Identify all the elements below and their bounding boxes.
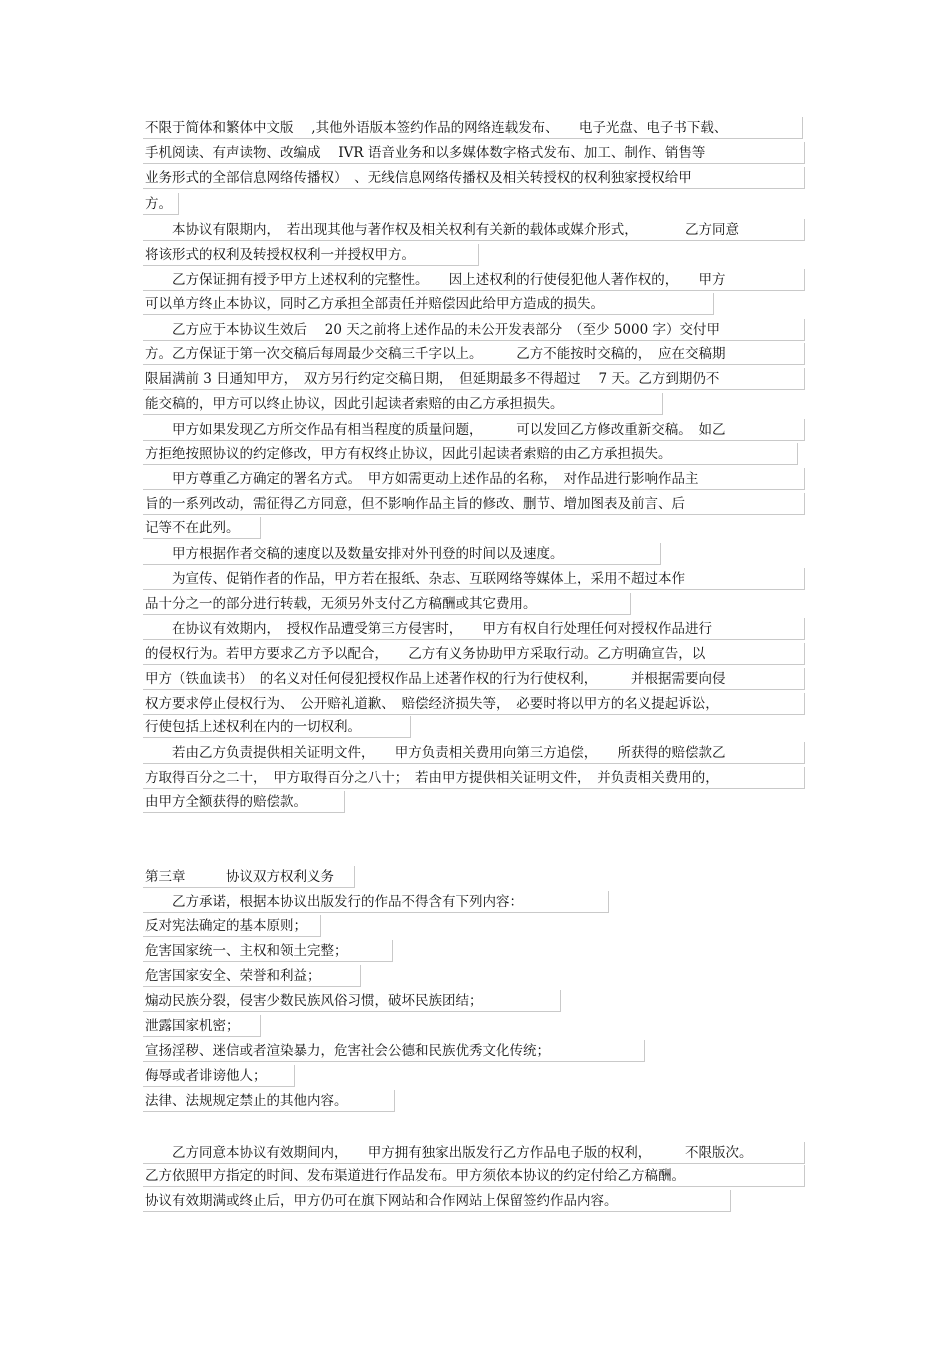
text-line: 甲方如果发现乙方所交作品有相当程度的质量问题， 可以发回乙方修改重新交稿。 如乙 [143, 419, 805, 441]
list-item: 煽动民族分裂，侵害少数民族风俗习惯，破坏民族团结； [143, 990, 561, 1012]
text-line: 乙方应于本协议生效后 20 天之前将上述作品的未公开发表部分 （至少 5000 字）交付甲 [143, 319, 805, 341]
text-line: 业务形式的全部信息网络传播权） 、无线信息网络传播权及相关转授权的权利独家授权给甲 [143, 167, 805, 189]
text-line: 由甲方全额获得的赔偿款。 [143, 791, 345, 813]
text-line: 行使包括上述权利在内的一切权利。 [143, 716, 411, 738]
text-line: 手机阅读、有声读物、改编成 IVR 语音业务和以多媒体数字格式发布、加工、制作、销售等 [143, 142, 805, 164]
text-line: 甲方根据作者交稿的速度以及数量安排对外刊登的时间以及速度。 [143, 543, 661, 565]
text-line: 品十分之一的部分进行转载，无须另外支付乙方稿酬或其它费用。 [143, 593, 631, 615]
text-line: 为宣传、促销作者的作品，甲方若在报纸、杂志、互联网络等媒体上，采用不超过本作 [143, 568, 805, 590]
text-line: 的侵权行为。若甲方要求乙方予以配合， 乙方有义务协助甲方采取行动。乙方明确宣告，以 [143, 643, 805, 665]
text-line: 旨的一系列改动，需征得乙方同意，但不影响作品主旨的修改、删节、增加图表及前言、后 [143, 493, 805, 515]
text-line: 不限于简体和繁体中文版 ,其他外语版本签约作品的网络连载发布、 电子光盘、电子书下载、 [143, 117, 803, 139]
text-line: 将该形式的权利及转授权权利一并授权甲方。 [143, 244, 479, 266]
list-item: 宣扬淫秽、迷信或者渲染暴力，危害社会公德和民族优秀文化传统； [143, 1040, 645, 1062]
text-line: 乙方同意本协议有效期间内， 甲方拥有独家出版发行乙方作品电子版的权利， 不限版次。 [143, 1142, 805, 1164]
text-line: 乙方承诺，根据本协议出版发行的作品不得含有下列内容： [143, 891, 609, 913]
text-line: 若由乙方负责提供相关证明文件， 甲方负责相关费用向第三方追偿， 所获得的赔偿款乙 [143, 742, 805, 764]
text-line: 甲方尊重乙方确定的署名方式。 甲方如需更动上述作品的名称， 对作品进行影响作品主 [143, 468, 805, 490]
list-item: 危害国家统一、主权和领土完整； [143, 940, 393, 962]
text-line: 方。乙方保证于第一次交稿后每周最少交稿三千字以上。 乙方不能按时交稿的， 应在交稿期 [143, 343, 805, 365]
text-line: 方。 [143, 193, 179, 215]
chapter-heading: 第三章 协议双方权利义务 [143, 866, 355, 888]
text-line: 乙方依照甲方指定的时间、发布渠道进行作品发布。甲方须依本协议的约定付给乙方稿酬。 [143, 1165, 805, 1187]
list-item: 法律、法规规定禁止的其他内容。 [143, 1090, 395, 1112]
text-line: 能交稿的，甲方可以终止协议，因此引起读者索赔的由乙方承担损失。 [143, 393, 663, 415]
text-line: 限届满前 3 日通知甲方， 双方另行约定交稿日期， 但延期最多不得超过 7 天。乙方到期仍不 [143, 368, 805, 390]
text-line: 可以单方终止本协议，同时乙方承担全部责任并赔偿因此给甲方造成的损失。 [143, 293, 714, 315]
text-line: 在协议有效期内， 授权作品遭受第三方侵害时， 甲方有权自行处理任何对授权作品进行 [143, 618, 805, 640]
list-item: 侮辱或者诽谤他人； [143, 1065, 295, 1087]
text-line: 甲方（铁血读书） 的名义对任何侵犯授权作品上述著作权的行为行使权利， 并根据需要向侵 [143, 668, 805, 690]
text-line: 方取得百分之二十， 甲方取得百分之八十； 若由甲方提供相关证明文件， 并负责相关费用的， [143, 767, 805, 789]
list-item: 危害国家安全、荣誉和利益； [143, 965, 361, 987]
text-line: 协议有效期满或终止后，甲方仍可在旗下网站和合作网站上保留签约作品内容。 [143, 1190, 731, 1212]
list-item: 泄露国家机密； [143, 1015, 261, 1037]
text-line: 方拒绝按照协议的约定修改，甲方有权终止协议，因此引起读者索赔的由乙方承担损失。 [143, 443, 798, 465]
text-line: 记等不在此列。 [143, 517, 261, 539]
text-line: 本协议有限期内， 若出现其他与著作权及相关权利有关新的载体或媒介形式， 乙方同意 [143, 219, 805, 241]
text-line: 权方要求停止侵权行为、 公开赔礼道歉、 赔偿经济损失等， 必要时将以甲方的名义提起诉讼， [143, 693, 805, 715]
text-line: 乙方保证拥有授予甲方上述权利的完整性。 因上述权利的行使侵犯他人著作权的， 甲方 [143, 269, 805, 291]
list-item: 反对宪法确定的基本原则； [143, 915, 321, 937]
